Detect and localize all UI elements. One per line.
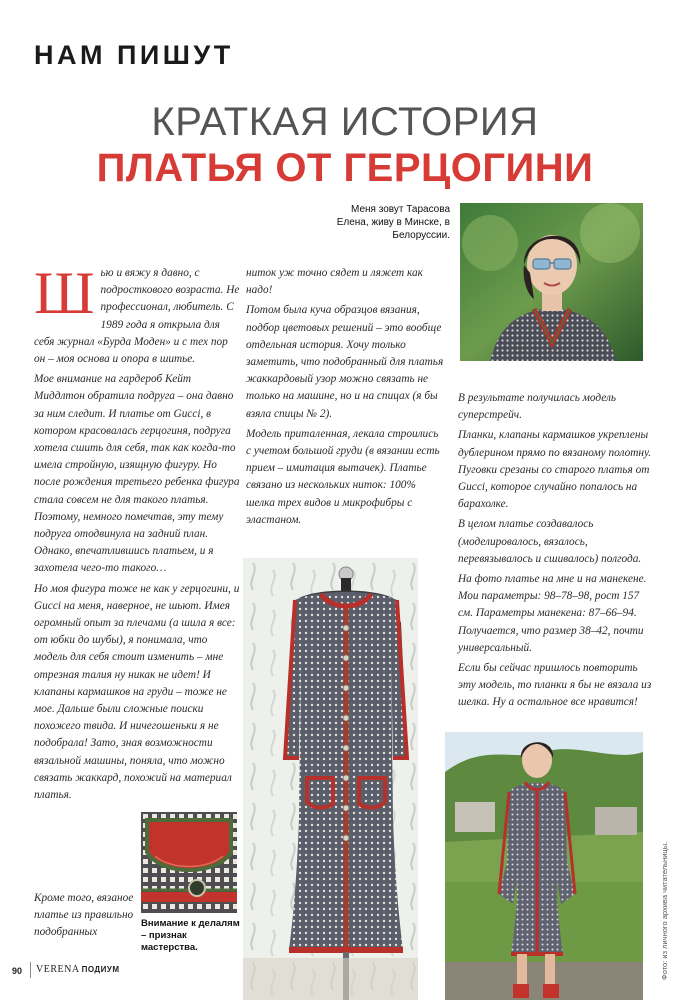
detail-photo — [141, 812, 237, 913]
paragraph: Если бы сейчас пришлось повторить эту модель, то планки я бы не вязала из шелка. Ну а остальное все нравится! — [458, 662, 652, 709]
mannequin-dress-photo — [243, 558, 418, 1000]
folio-divider — [30, 962, 31, 978]
paragraph: В результате получилась модель суперстрейч. — [458, 392, 617, 422]
article-column-3 — [458, 390, 656, 715]
portrait-photo — [460, 203, 643, 361]
paragraph: Мое внимание на гардероб Кейт Миддлтон обратила подруга – она давно за ним следит. И платье от Gucci, в котором красовалась герцогиня, подруга хотела сшить для себя, так как когда-то имела стройную, изящную фигуру. Но после рождения третьего ребенка фигура стала совсем не для такого платья. Поэтому, немного помечтав, эту тему подруга отодвинула на задний план. Однако, впечатлившись платьем, и я захотела чего-то такого… — [34, 373, 240, 575]
section-label: НАМ ПИШУТ — [34, 40, 234, 70]
paragraph: Модель приталенная, лекала строились с учетом большой груди (в вязании есть прием – имитация вытачек). Платье связано из нескольких ниток: 100% шелка трех видов и микрофибры с эластаном. — [246, 427, 440, 526]
page-number: 90 — [12, 966, 23, 976]
paragraph: Планки, клапаны кармашков укреплены дублерином прямо по вязаному полотну. Пуговки срезаны со старого платья от Gucci, которое случайно попалось на барахолке. — [458, 429, 652, 511]
article-column-1-end — [34, 890, 136, 945]
paragraph: В целом платье создавалось (моделировалось, вязалось, перевязывалось и сшивалось) полгода. — [458, 518, 642, 565]
paragraph: Потом была куча образцов вязания, подбор цветовых решений – это вообще отдельная история. Хочу только заметить, что подобранный для платья жаккардовый узор можно связать не только на машине, но и на спицах (я бы взяла спицы № 2). — [246, 304, 444, 420]
woman-in-dress-photo — [445, 732, 643, 1000]
paragraph: Но моя фигура тоже не как у герцогини, и Gucci на меня, наверное, не шьют. Имея огромный опыт за плечами (а шила я все: от юбки до шубы), я понимала, что модель для себя стоит изменить – мне отрезная талия ну никак не идет! И клапаны кармашков на груди – тоже не мое. Дальше были сложные поиски похожего твида. И ничегошеньки я не подобрала! Зато, зная возможности вязальной машины, поняла, что можно связать жаккард, похожий на материал платья. — [34, 582, 240, 802]
article-title-line2: ПЛАТЬЯ ОТ ГЕРЦОГИНИ — [96, 146, 594, 190]
article-column-1 — [34, 260, 240, 807]
article-column-2 — [246, 265, 446, 532]
paragraph: ью и вяжу я давно, с подросткового возраста. Не профессионал, любитель. С 1989 года я открыла для себя журнал «Бурда Моден» и с тех пор он – моя основа и опора в шитье. — [34, 267, 240, 366]
paragraph: ниток уж точно сядет и ляжет как надо! — [246, 267, 423, 297]
detail-photo-caption: Внимание к делалям – признак мастерства. — [141, 918, 240, 953]
portrait-caption: Меня зовут Тарасова Елена, живу в Минске, в Белоруссии. — [336, 204, 450, 241]
drop-cap: Ш — [34, 260, 95, 326]
magazine-logo-verena: VERENA — [36, 964, 80, 975]
article-title-line1: КРАТКАЯ ИСТОРИЯ — [151, 100, 539, 144]
paragraph: На фото платье на мне и на манекене. Мои параметры: 98–78–98, рост 157 см. Параметры манекена: 87–66–94. Получается, что размер 38–42, почти универсальный. — [458, 573, 647, 654]
magazine-logo-podium: ПОДИУМ — [81, 965, 120, 974]
photo-credit: Фото: из личного архива читательницы. — [660, 841, 669, 980]
paragraph: Кроме того, вязаное платье из правильно подобранных — [34, 892, 134, 939]
magazine-logo — [36, 964, 120, 975]
